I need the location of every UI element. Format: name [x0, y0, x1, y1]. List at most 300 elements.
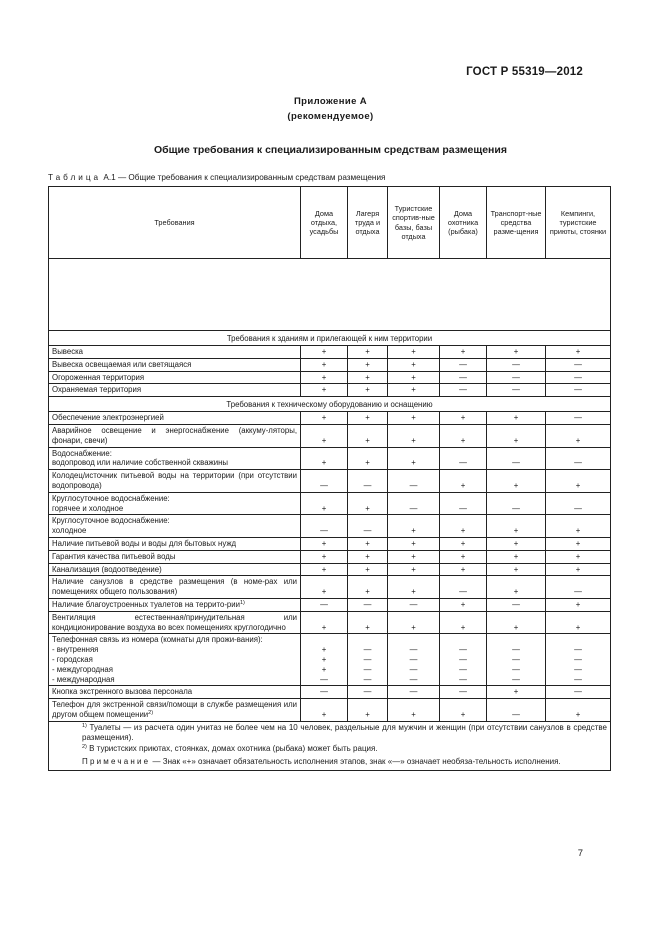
value-mark: +	[575, 435, 581, 445]
requirement-cell	[49, 634, 301, 686]
value-mark: +	[411, 385, 416, 395]
value-cell	[440, 384, 487, 397]
value-mark: +	[365, 503, 370, 513]
column-header-label: Транспорт-ные средства разме-щения	[490, 208, 542, 237]
requirement-line: - междугородная	[52, 664, 113, 674]
value-mark: —	[512, 359, 520, 369]
column-header	[301, 187, 348, 259]
requirement-line: холодное	[52, 526, 87, 536]
value-cell	[388, 384, 440, 397]
value-cell	[546, 492, 611, 515]
value-cell	[348, 611, 388, 634]
value-mark: +	[575, 551, 581, 561]
value-mark: —	[512, 645, 520, 655]
value-mark: —	[512, 385, 520, 395]
page-number: 7	[577, 848, 583, 859]
value-mark: —	[512, 674, 520, 684]
requirement-cell	[49, 346, 301, 359]
table-row	[49, 346, 611, 359]
value-cell	[301, 470, 348, 493]
standard-designation: ГОСТ Р 55319—2012	[466, 66, 583, 78]
value-mark: +	[365, 551, 370, 561]
requirement-line-with-note	[52, 600, 297, 610]
value-cell	[440, 634, 487, 686]
footnote-1	[52, 723, 607, 743]
value-mark: +	[321, 385, 327, 395]
value-mark: —	[459, 645, 467, 655]
table-note	[52, 757, 607, 767]
value-cell	[301, 424, 348, 447]
value-cell	[348, 346, 388, 359]
requirement-line: Вентиляция естественная/принудительная или кондиционирование воздуха во всех помещениях круглогодично	[52, 612, 297, 632]
value-cell	[487, 424, 546, 447]
value-cell	[546, 412, 611, 425]
header-row	[49, 187, 611, 259]
value-mark: +	[513, 480, 519, 490]
table-caption-label: Таблица	[48, 173, 102, 182]
value-cell	[546, 576, 611, 599]
value-mark: +	[321, 654, 327, 664]
value-cell	[388, 492, 440, 515]
value-mark: +	[321, 587, 327, 597]
value-mark: +	[365, 709, 370, 719]
value-mark: +	[365, 564, 370, 574]
value-cell	[440, 424, 487, 447]
requirement-line: - внутренняя	[52, 645, 99, 655]
table-row	[49, 699, 611, 722]
footnote-1-mark: 1)	[82, 722, 87, 729]
value-mark: +	[321, 645, 327, 655]
notes-cell	[49, 721, 611, 770]
requirement-line: Круглосуточное водоснабжение:	[52, 493, 170, 503]
column-header	[440, 187, 487, 259]
requirement-line: Огороженная территория	[52, 372, 145, 382]
value-mark: —	[459, 687, 467, 697]
value-cell	[301, 611, 348, 634]
value-cell	[487, 346, 546, 359]
value-mark: +	[575, 526, 581, 536]
requirement-cell	[49, 611, 301, 634]
value-mark: —	[409, 645, 418, 655]
appendix-title: Приложение А	[293, 96, 368, 107]
value-cell	[388, 412, 440, 425]
value-mark: +	[460, 413, 466, 423]
requirement-line: Канализация (водоотведение)	[52, 564, 162, 574]
table-header	[49, 187, 611, 331]
value-mark: +	[411, 622, 416, 632]
column-header-label: Кемпинги, туристские приюты, стоянки	[549, 208, 607, 237]
column-header	[348, 187, 388, 259]
column-header	[49, 187, 301, 259]
value-cell	[388, 371, 440, 384]
value-cell	[348, 358, 388, 371]
requirement-line: Вывеска освещаемая или светящаяся	[52, 359, 192, 369]
value-cell	[440, 358, 487, 371]
table-caption-number: А.1	[103, 173, 116, 182]
value-cell	[348, 699, 388, 722]
value-cell	[440, 492, 487, 515]
value-cell	[348, 515, 388, 538]
column-header	[388, 187, 440, 259]
header-spacer-cell	[49, 259, 611, 331]
footnote-2-text: В туристских приютах, стоянках, домах охотника (рыбака) может быть рация.	[89, 744, 378, 754]
value-mark: +	[411, 413, 416, 423]
value-cell	[487, 515, 546, 538]
value-mark: +	[460, 347, 466, 356]
value-cell	[388, 598, 440, 611]
value-mark: —	[363, 480, 372, 490]
value-cell	[301, 634, 348, 686]
value-cell	[440, 515, 487, 538]
table-row	[49, 550, 611, 563]
value-mark: —	[574, 654, 582, 664]
table-row	[49, 424, 611, 447]
note-text: — Знак «+» означает обязательность исполнения этапов, знак «—» означает необяза-тельность исполнения.	[152, 757, 561, 767]
value-mark: —	[574, 674, 582, 684]
value-cell	[546, 384, 611, 397]
note-label: Примечание	[82, 757, 151, 767]
value-cell	[348, 576, 388, 599]
value-cell	[487, 470, 546, 493]
value-cell	[546, 686, 611, 699]
value-cell	[301, 550, 348, 563]
value-mark: +	[321, 622, 327, 632]
table-row	[49, 358, 611, 371]
value-mark: +	[513, 564, 519, 574]
value-mark: —	[320, 526, 328, 536]
value-cell	[487, 686, 546, 699]
value-cell	[388, 447, 440, 470]
value-cell	[440, 563, 487, 576]
value-cell	[487, 447, 546, 470]
requirement-cell	[49, 537, 301, 550]
table-body	[49, 331, 611, 722]
value-mark: —	[459, 503, 467, 513]
value-mark: —	[409, 599, 418, 609]
requirement-cell	[49, 371, 301, 384]
value-mark: —	[574, 687, 582, 697]
requirement-cell	[49, 492, 301, 515]
table-row	[49, 470, 611, 493]
value-mark: —	[574, 587, 582, 597]
section-row	[49, 331, 611, 346]
value-cell	[348, 537, 388, 550]
value-cell	[546, 699, 611, 722]
value-mark: —	[409, 654, 418, 664]
value-cell	[301, 699, 348, 722]
value-cell	[546, 611, 611, 634]
value-mark: —	[363, 674, 372, 684]
value-mark: +	[321, 664, 327, 674]
value-cell	[487, 412, 546, 425]
value-mark: +	[365, 359, 370, 369]
value-cell	[301, 447, 348, 470]
value-mark: —	[459, 674, 467, 684]
column-header-label: Дома отдыха, усадьбы	[309, 208, 339, 237]
value-mark: —	[512, 709, 520, 719]
value-cell	[487, 634, 546, 686]
section-title: Требования к техническому оборудованию и оснащению	[49, 397, 611, 412]
value-cell	[388, 611, 440, 634]
value-cell	[301, 537, 348, 550]
value-mark: —	[459, 385, 467, 395]
value-cell	[546, 424, 611, 447]
table-row	[49, 576, 611, 599]
table-row	[49, 371, 611, 384]
value-cell	[546, 371, 611, 384]
requirement-cell	[49, 424, 301, 447]
footnote-1-text: Туалеты — из расчета один унитаз не более чем на 10 человек, раздельные для мужчин и женщин (при отсутствии санузлов в средстве размещения).	[82, 722, 607, 742]
value-cell	[388, 470, 440, 493]
value-cell	[301, 563, 348, 576]
value-cell	[301, 686, 348, 699]
footnote-2	[52, 744, 607, 754]
value-mark: —	[459, 372, 467, 382]
requirement-cell	[49, 576, 301, 599]
value-mark: —	[363, 664, 372, 674]
footnote-ref: 2)	[148, 709, 154, 716]
value-cell	[487, 563, 546, 576]
value-mark: +	[513, 347, 519, 356]
value-mark: +	[460, 622, 466, 632]
appendix-heading	[0, 94, 661, 124]
value-cell	[388, 358, 440, 371]
value-cell	[440, 470, 487, 493]
value-mark: +	[365, 587, 370, 597]
value-mark: —	[574, 385, 582, 395]
value-mark: —	[409, 687, 418, 697]
value-mark: +	[575, 564, 581, 574]
notes-row	[49, 721, 611, 770]
value-mark: —	[512, 458, 520, 468]
requirement-line: Охраняемая территория	[52, 385, 142, 395]
value-mark: —	[320, 480, 328, 490]
requirement-cell	[49, 686, 301, 699]
value-mark: +	[411, 709, 416, 719]
value-mark: +	[365, 372, 370, 382]
value-mark: +	[411, 538, 416, 548]
requirement-line: Гарантия качества питьевой воды	[52, 551, 176, 561]
value-cell	[388, 563, 440, 576]
table-caption	[48, 173, 385, 182]
value-mark: —	[459, 587, 467, 597]
requirement-line: Круглосуточное водоснабжение:	[52, 516, 170, 526]
value-mark: +	[513, 687, 519, 697]
requirement-cell	[49, 699, 301, 722]
value-cell	[546, 598, 611, 611]
value-mark: +	[460, 526, 466, 536]
requirement-cell	[49, 447, 301, 470]
requirement-line: Наличие благоустроенных туалетов на террито-рии	[52, 599, 240, 609]
value-cell	[301, 371, 348, 384]
value-cell	[546, 515, 611, 538]
value-mark: +	[321, 538, 327, 548]
value-cell	[487, 537, 546, 550]
value-mark: —	[409, 503, 418, 513]
value-mark: +	[460, 551, 466, 561]
value-mark: +	[575, 347, 581, 356]
value-mark: +	[365, 435, 370, 445]
value-cell	[440, 537, 487, 550]
value-cell	[348, 598, 388, 611]
value-cell	[487, 384, 546, 397]
value-cell	[348, 424, 388, 447]
value-cell	[388, 424, 440, 447]
header-spacer	[49, 259, 611, 331]
value-cell	[487, 598, 546, 611]
value-cell	[546, 447, 611, 470]
requirement-cell	[49, 515, 301, 538]
value-cell	[348, 492, 388, 515]
table-row	[49, 515, 611, 538]
value-cell	[348, 371, 388, 384]
table-row	[49, 563, 611, 576]
value-mark: +	[365, 385, 370, 395]
value-mark: —	[409, 674, 418, 684]
value-cell	[546, 563, 611, 576]
table-row	[49, 447, 611, 470]
value-mark: +	[365, 458, 370, 468]
section-title: Требования к зданиям и прилегающей к ним территории	[49, 331, 611, 346]
requirement-line: Водоснабжение:	[52, 448, 112, 458]
requirement-cell	[49, 470, 301, 493]
requirement-line: - международная	[52, 674, 115, 684]
value-mark: —	[512, 503, 520, 513]
value-cell	[440, 576, 487, 599]
value-mark: +	[411, 347, 416, 356]
column-header	[487, 187, 546, 259]
value-mark: —	[512, 599, 520, 609]
value-mark: +	[321, 564, 327, 574]
requirement-cell	[49, 412, 301, 425]
value-mark: —	[574, 458, 582, 468]
value-mark: +	[411, 526, 416, 536]
requirement-line: горячее и холодное	[52, 503, 124, 513]
value-cell	[348, 550, 388, 563]
requirement-line: Вывеска	[52, 347, 84, 356]
value-mark: —	[574, 372, 582, 382]
requirement-line: Аварийное освещение и энергоснабжение (аккуму-ляторы, фонари, свечи)	[52, 425, 297, 445]
value-mark: —	[512, 372, 520, 382]
requirement-line: Колодец/источник питьевой воды на территории (при отсутствии водопровода)	[52, 471, 297, 490]
value-cell	[348, 447, 388, 470]
value-mark: —	[574, 413, 582, 423]
value-cell	[301, 384, 348, 397]
value-cell	[440, 447, 487, 470]
value-cell	[301, 598, 348, 611]
value-cell	[388, 699, 440, 722]
value-cell	[301, 358, 348, 371]
value-mark: +	[365, 538, 370, 548]
value-mark: —	[320, 674, 328, 684]
requirement-cell	[49, 563, 301, 576]
table-row	[49, 492, 611, 515]
value-cell	[301, 576, 348, 599]
value-cell	[487, 550, 546, 563]
requirement-line: Наличие питьевой воды и воды для бытовых нужд	[52, 538, 237, 548]
requirement-line: Обеспечение электроэнергией	[52, 413, 164, 423]
value-mark: +	[460, 435, 466, 445]
value-mark: +	[411, 359, 416, 369]
value-mark: +	[321, 458, 327, 468]
column-header-label: Лагеря труда и отдыха	[354, 208, 381, 237]
value-cell	[301, 515, 348, 538]
requirement-line: - городская	[52, 654, 93, 664]
value-mark: +	[411, 435, 416, 445]
value-cell	[440, 550, 487, 563]
page-title: Общие требования к специализированным средствам размещения	[154, 144, 507, 156]
value-cell	[388, 537, 440, 550]
table-footer	[49, 721, 611, 770]
value-cell	[348, 384, 388, 397]
value-mark: —	[363, 687, 372, 697]
value-cell	[301, 492, 348, 515]
value-cell	[348, 634, 388, 686]
table-caption-text: — Общие требования к специализированным средствам размещения	[117, 173, 386, 182]
value-cell	[301, 412, 348, 425]
value-cell	[440, 611, 487, 634]
value-mark: +	[575, 480, 581, 490]
value-cell	[388, 346, 440, 359]
value-mark: —	[409, 480, 418, 490]
value-mark: +	[460, 599, 466, 609]
value-cell	[348, 470, 388, 493]
value-mark: +	[460, 709, 466, 719]
value-mark: —	[459, 359, 467, 369]
column-header-label: Дома охотника (рыбака)	[447, 208, 479, 237]
table-row	[49, 537, 611, 550]
value-cell	[301, 346, 348, 359]
value-mark: +	[321, 347, 327, 356]
value-mark: +	[321, 359, 327, 369]
value-cell	[348, 412, 388, 425]
value-mark: +	[513, 622, 519, 632]
value-mark: —	[409, 664, 418, 674]
requirement-cell	[49, 550, 301, 563]
value-mark: —	[459, 458, 467, 468]
value-mark: +	[460, 564, 466, 574]
table-row	[49, 384, 611, 397]
value-cell	[348, 563, 388, 576]
requirement-line: Телефон для экстренной связи/помощи в службе размещения или другом общем помещении	[52, 700, 297, 719]
value-cell	[487, 492, 546, 515]
table-row	[49, 412, 611, 425]
footnote-2-mark: 2)	[82, 744, 87, 751]
value-cell	[440, 346, 487, 359]
value-cell	[440, 686, 487, 699]
value-mark: —	[574, 359, 582, 369]
value-cell	[487, 611, 546, 634]
value-cell	[487, 699, 546, 722]
value-cell	[440, 598, 487, 611]
value-mark: —	[459, 664, 467, 674]
value-cell	[546, 470, 611, 493]
table-row	[49, 598, 611, 611]
value-mark: +	[365, 347, 370, 356]
value-cell	[440, 371, 487, 384]
value-mark: +	[321, 435, 327, 445]
value-mark: —	[574, 645, 582, 655]
requirement-line-with-note	[52, 700, 297, 720]
value-mark: +	[411, 458, 416, 468]
value-mark: +	[575, 599, 581, 609]
value-cell	[487, 371, 546, 384]
value-mark: —	[512, 654, 520, 664]
value-mark: —	[512, 664, 520, 674]
value-cell	[388, 576, 440, 599]
value-cell	[440, 699, 487, 722]
requirement-line: водопровод или наличие собственной скважины	[52, 458, 229, 468]
